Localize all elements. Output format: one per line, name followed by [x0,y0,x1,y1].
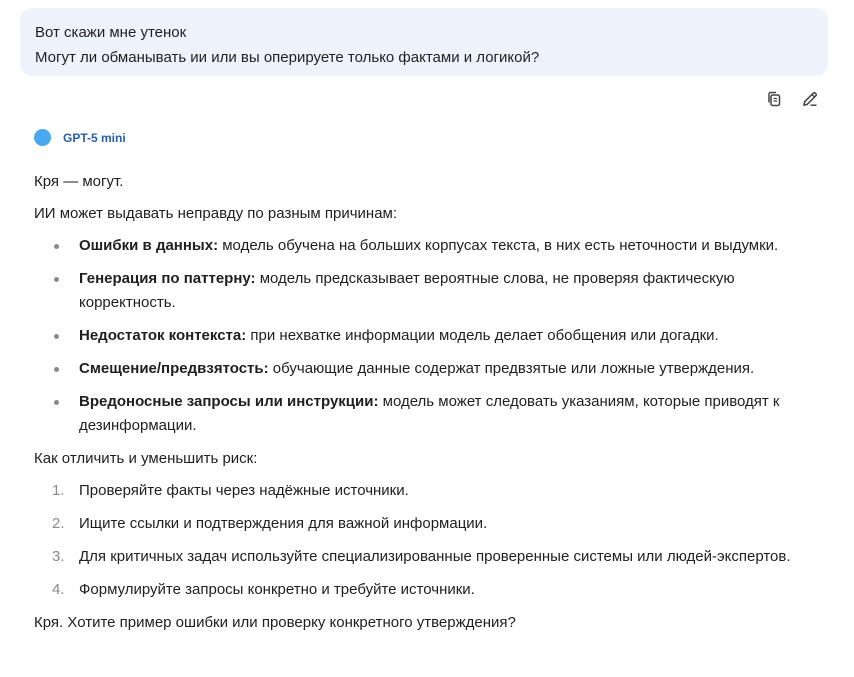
bullet-icon [54,277,59,282]
list-item [34,357,824,381]
list-item [34,512,824,536]
list-item [34,324,824,348]
user-message-line: Могут ли обманывать ии или вы оперируете только фактами и логикой? [35,49,540,66]
reason-text: модель предсказывает вероятные слова, не проверяя фактическую корректность. [79,270,735,311]
edit-button[interactable] [799,88,821,110]
bullet-icon [54,400,59,405]
reason-title: Недостаток контекста: [79,327,247,344]
list-number: 4. [52,581,65,598]
bullet-icon [54,367,59,372]
answer-intro: Кря — могут. [34,173,124,190]
list-number: 3. [52,548,65,565]
list-number: 1. [52,482,65,499]
list-item [34,234,824,258]
assistant-answer [34,170,834,643]
list-item [34,545,824,569]
reason-text: при нехватке информации модель делает обобщения или догадки. [246,327,719,344]
reason-text: обучающие данные содержат предвзятые или ложные утверждения. [268,360,755,377]
bullet-icon [54,244,59,249]
reason-text: модель может следовать указаниям, которые приводят к дезинформации. [79,393,780,434]
reason-title: Генерация по паттерну: [79,270,256,287]
tip-text: Формулируйте запросы конкретно и требуйте источники. [79,581,475,598]
model-header [34,129,126,146]
list-item [34,578,824,602]
message-actions [763,88,821,110]
user-message-bubble [20,8,828,76]
tip-text: Для критичных задач используйте специализированные проверенные системы или людей-экспертов. [79,548,791,565]
bullet-icon [54,334,59,339]
reason-title: Вредоносные запросы или инструкции: [79,393,379,410]
answer-outro: Кря. Хотите пример ошибки или проверку конкретного утверждения? [34,614,516,631]
copy-button[interactable] [763,88,785,110]
list-number: 2. [52,515,65,532]
tip-text: Проверяйте факты через надёжные источники. [79,482,409,499]
reason-title: Ошибки в данных: [79,237,219,254]
tips-lead: Как отличить и уменьшить риск: [34,450,258,467]
tip-text: Ищите ссылки и подтверждения для важной информации. [79,515,488,532]
list-item [34,267,824,315]
copy-icon [765,90,783,108]
reason-text: модель обучена на больших корпусах текста, в них есть неточности и выдумки. [218,237,779,254]
reasons-list [34,234,834,438]
reason-title: Смещение/предвзятость: [79,360,269,377]
user-message-line: Вот скажи мне утенок [35,24,187,41]
tips-list [34,479,834,602]
answer-lead: ИИ может выдавать неправду по разным причинам: [34,205,398,222]
pencil-icon [801,90,819,108]
list-item [34,390,824,438]
list-item [34,479,824,503]
model-avatar [34,129,51,146]
model-name: GPT-5 mini [63,130,126,145]
